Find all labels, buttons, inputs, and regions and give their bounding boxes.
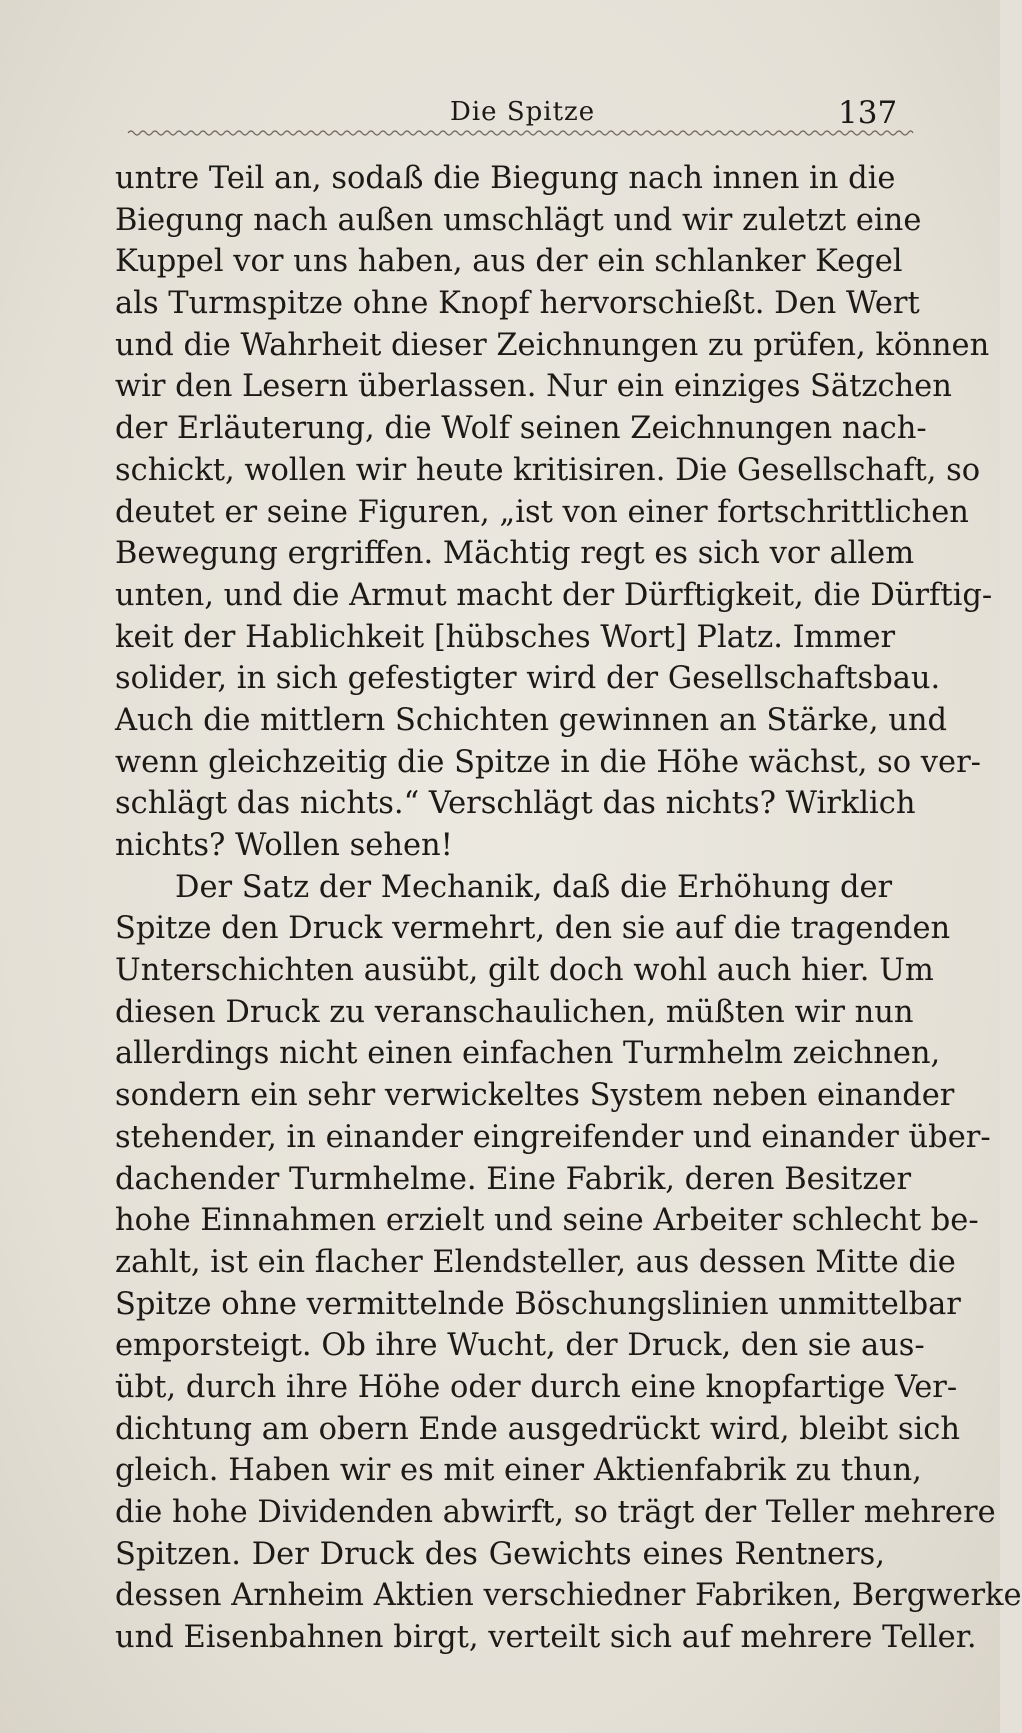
text-line: deutet er seine Figuren, „ist von einer fortschrittlichen: [115, 494, 969, 530]
text-line: Spitze den Druck vermehrt, den sie auf die tragenden: [115, 911, 951, 947]
text-line: der Erläuterung, die Wolf seinen Zeichnungen nach-: [115, 411, 927, 447]
text-line: dachender Turmhelme. Eine Fabrik, deren Besitzer: [115, 1161, 912, 1197]
text-line: Auch die mittlern Schichten gewinnen an Stärke, und: [115, 702, 948, 738]
text-line: die hohe Dividenden abwirft, so trägt der Teller mehrere: [115, 1495, 996, 1530]
text-line: Kuppel vor uns haben, aus der ein schlanker Kegel: [115, 244, 903, 280]
text-line: als Turmspitze ohne Knopf hervorschießt. Den Wert: [115, 286, 920, 322]
text-line: Bewegung ergriffen. Mächtig regt es sich vor allem: [115, 536, 915, 572]
text-line: diesen Druck zu veranschaulichen, müßten wir nun: [115, 994, 914, 1030]
text-line: solider, in sich gefestigter wird der Gesellschaftsbau.: [115, 661, 941, 697]
text-line: Der Satz der Mechanik, daß die Erhöhung der: [175, 869, 893, 905]
running-head: [0, 95, 1000, 135]
body-text: [115, 158, 1022, 1659]
text-line: dichtung am obern Ende ausgedrückt wird, bleibt sich: [115, 1411, 960, 1447]
text-line: allerdings nicht einen einfachen Turmhelm zeichnen,: [115, 1036, 941, 1072]
ornamental-rule: [128, 129, 913, 137]
text-line: Unterschichten ausübt, gilt doch wohl auch hier. Um: [115, 953, 934, 989]
text-line: Spitze ohne vermittelnde Böschungslinien unmittelbar: [115, 1286, 961, 1322]
text-line: Biegung nach außen umschlägt und wir zuletzt eine: [115, 202, 922, 238]
text-line: keit der Hablichkeit [hübsches Wort] Platz. Immer: [115, 619, 896, 655]
text-line: wir den Lesern überlassen. Nur ein einziges Sätzchen: [115, 369, 952, 405]
text-line: hohe Einnahmen erzielt und seine Arbeiter schlecht be-: [115, 1203, 979, 1239]
page-number: 137: [838, 95, 898, 131]
text-line: gleich. Haben wir es mit einer Aktienfabrik zu thun,: [115, 1453, 922, 1489]
text-line: untre Teil an, sodaß die Biegung nach innen in die: [115, 161, 896, 196]
running-title: Die Spitze: [450, 97, 596, 127]
text-line: und die Wahrheit dieser Zeichnungen zu prüfen, können: [115, 327, 990, 363]
text-line: zahlt, ist ein flacher Elendsteller, aus dessen Mitte die: [115, 1244, 956, 1280]
text-line: schickt, wollen wir heute kritisiren. Die Gesellschaft, so: [115, 452, 981, 488]
text-line: stehender, in einander eingreifender und einander über-: [115, 1119, 991, 1155]
text-line: dessen Arnheim Aktien verschiedner Fabriken, Bergwerke: [115, 1578, 1022, 1614]
text-line: nichts? Wollen sehen!: [115, 828, 453, 863]
text-line: und Eisenbahnen birgt, verteilt sich auf mehrere Teller.: [115, 1620, 977, 1656]
text-line: unten, und die Armut macht der Dürftigkeit, die Dürftig-: [115, 577, 993, 613]
text-line: sondern ein sehr verwickeltes System neben einander: [115, 1078, 955, 1114]
text-line: wenn gleichzeitig die Spitze in die Höhe wächst, so ver-: [115, 744, 981, 780]
text-line: Spitzen. Der Druck des Gewichts eines Rentners,: [115, 1536, 885, 1572]
text-line: übt, durch ihre Höhe oder durch eine knopfartige Ver-: [115, 1369, 958, 1405]
text-line: schlägt das nichts.“ Verschlägt das nichts? Wirklich: [115, 786, 916, 822]
text-line: emporsteigt. Ob ihre Wucht, der Druck, den sie aus-: [115, 1328, 925, 1364]
